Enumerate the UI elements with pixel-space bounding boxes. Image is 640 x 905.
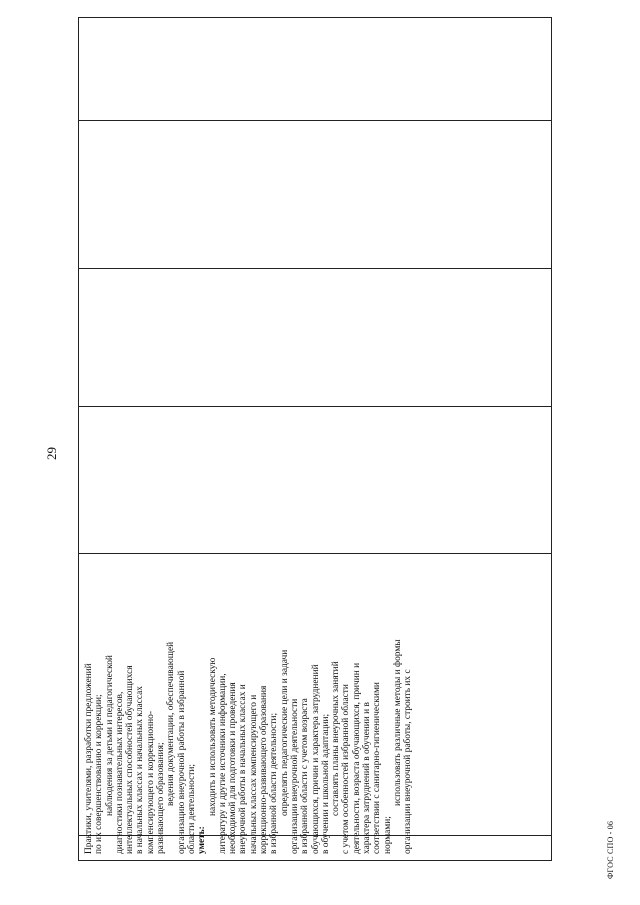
text-line: области деятельности; [186, 764, 197, 854]
column-divider [79, 406, 551, 407]
text-line: обучающихся, причин и характера затруднений [310, 664, 321, 854]
text-line: нормами; [382, 816, 393, 854]
column-divider [79, 120, 551, 121]
footer-code: ФГОС СПО - 06 [606, 820, 615, 879]
text-line: наблюдения за детьми и педагогической [104, 655, 115, 816]
text-line: литературу и другие источники информации, [217, 673, 228, 854]
text-line: в обучении и школьной адаптации; [320, 713, 331, 854]
text-line: необходимой для подготовки и проведения [228, 682, 239, 854]
text-line: внеурочной работы в начальных классах и [238, 684, 249, 854]
section-heading-text: уметь: [197, 826, 208, 854]
text-line: компенсирующего и коррекционно- [145, 711, 156, 854]
text-line: определять педагогические цели и задачи [279, 649, 290, 816]
text-line: соответствии с санитарно-гигиеническими [372, 682, 383, 854]
competency-cell [84, 554, 546, 854]
section-heading [197, 554, 207, 854]
text-line: использовать различные методы и формы [392, 639, 403, 806]
text-line: организации внеурочной деятельности [289, 698, 300, 854]
text-line: ведения документации, обеспечивающей [166, 641, 177, 806]
text-line: организацию внеурочной работы в избранной [176, 670, 187, 854]
text-line: находить и использовать методическую [207, 657, 218, 816]
text-line: развивающего образования; [156, 742, 167, 854]
column-divider [79, 268, 551, 269]
text-line: в начальных классах и начальных классах [135, 686, 146, 854]
text-line: в избранной области с учетом возраста [300, 698, 311, 854]
text-line: характера затруднений в обучении и в [362, 702, 373, 854]
text-line: с учетом особенностей избранной области [341, 684, 352, 854]
text-line: в избранной области деятельности; [269, 712, 280, 854]
text-line: коррекционно-развивающего образования [259, 685, 270, 854]
text-line: Практики, учителями, разработки предложений [84, 663, 94, 854]
text-line: интеллектуальных способностей обучающихся [125, 665, 136, 854]
text-line: по их совершенствованию и коррекции; [94, 694, 105, 854]
text-line: диагностики познавательных интересов, [114, 691, 125, 854]
page-number: 29 [44, 447, 59, 460]
text-line: начальных классах компенсирующего и [248, 694, 259, 854]
text-line: деятельности, возраста обучающихся, причин и [351, 662, 362, 854]
text-line: составлять планы внеурочных занятий [331, 661, 342, 816]
text-line: организации внеурочной работы, строить их с [403, 669, 414, 854]
